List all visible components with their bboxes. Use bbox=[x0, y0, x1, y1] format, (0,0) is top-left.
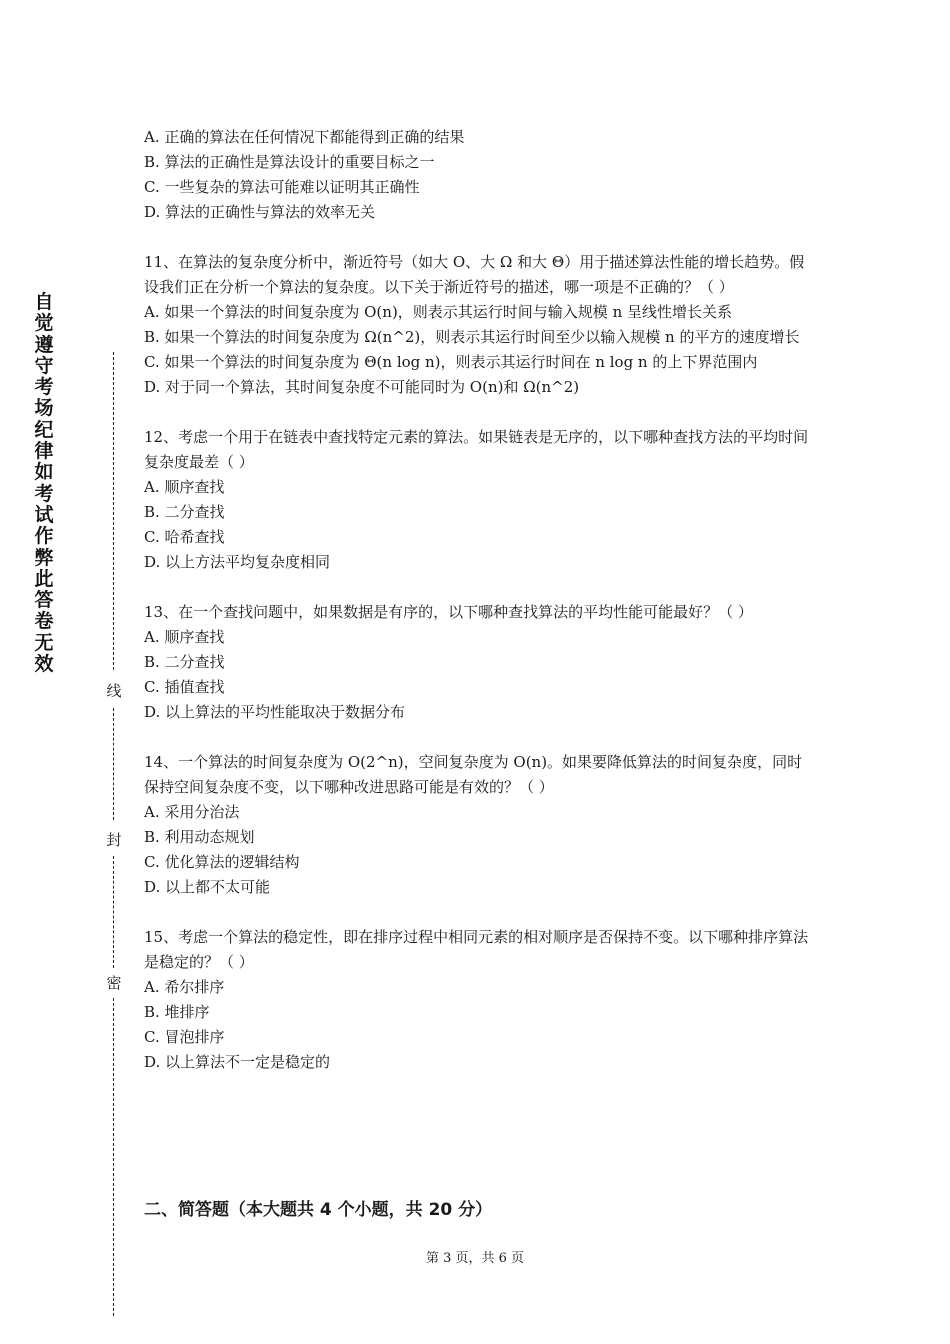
question-12 bbox=[144, 425, 816, 575]
option: D. 以上算法的平均性能取决于数据分布 bbox=[144, 703, 406, 721]
question-stem: 11、在算法的复杂度分析中，渐近符号（如大 O、大 Ω 和大 Θ）用于描述算法性能的增长趋势。假设我们正在分析一个算法的复杂度。以下关于渐近符号的描述，哪一项是不正确的？（ ） bbox=[144, 253, 805, 296]
question-stem: 14、一个算法的时间复杂度为 O(2^n)，空间复杂度为 O(n)。如果要降低算法的时间复杂度，同时保持空间复杂度不变，以下哪种改进思路可能是有效的？（ ） bbox=[144, 753, 803, 796]
binding-mark-mi: 密 bbox=[106, 974, 122, 992]
question-stem: 13、在一个查找问题中，如果数据是有序的，以下哪种查找算法的平均性能可能最好？（ ） bbox=[144, 603, 753, 621]
exam-content bbox=[144, 125, 816, 1075]
option: C. 冒泡排序 bbox=[144, 1028, 225, 1046]
option: A. 顺序查找 bbox=[144, 478, 225, 496]
binding-mark-feng: 封 bbox=[106, 831, 122, 849]
option: B. 利用动态规划 bbox=[144, 828, 255, 846]
option: D. 以上方法平均复杂度相同 bbox=[144, 553, 331, 571]
option: C. 一些复杂的算法可能难以证明其正确性 bbox=[144, 178, 420, 196]
question-15 bbox=[144, 925, 816, 1075]
option: B. 算法的正确性是算法设计的重要目标之一 bbox=[144, 153, 435, 171]
binding-dashed-line bbox=[113, 998, 114, 1316]
question-stem: 15、考虑一个算法的稳定性，即在排序过程中相同元素的相对顺序是否保持不变。以下哪种排序算法是稳定的？（ ） bbox=[144, 928, 809, 971]
binding-dashed-line bbox=[113, 856, 114, 968]
option: A. 正确的算法在任何情况下都能得到正确的结果 bbox=[144, 128, 465, 146]
exam-discipline-notice: 自觉遵守考场纪律如考试作弊此答卷无效 bbox=[34, 291, 54, 676]
option: D. 以上都不太可能 bbox=[144, 878, 271, 896]
option: A. 如果一个算法的时间复杂度为 O(n)，则表示其运行时间与输入规模 n 呈线性增长关系 bbox=[144, 303, 732, 321]
section-heading: 二、简答题（本大题共 4 个小题，共 20 分） bbox=[144, 1200, 493, 1220]
option: B. 二分查找 bbox=[144, 503, 225, 521]
option: C. 哈希查找 bbox=[144, 528, 225, 546]
page-footer: 第 3 页，共 6 页 bbox=[425, 1251, 525, 1266]
option: C. 如果一个算法的时间复杂度为 Θ(n log n)，则表示其运行时间在 n log n 的上下界范围内 bbox=[144, 353, 758, 371]
binding-dashed-line bbox=[113, 708, 114, 820]
option: B. 二分查找 bbox=[144, 653, 225, 671]
binding-mark-xian: 线 bbox=[106, 682, 122, 700]
question-11 bbox=[144, 250, 816, 400]
option: A. 顺序查找 bbox=[144, 628, 225, 646]
option: B. 如果一个算法的时间复杂度为 Ω(n^2)，则表示其运行时间至少以输入规模 n 的平方的速度增长 bbox=[144, 328, 800, 346]
question-stem: 12、考虑一个用于在链表中查找特定元素的算法。如果链表是无序的，以下哪种查找方法的平均时间复杂度最差（ ） bbox=[144, 428, 809, 471]
question-13 bbox=[144, 600, 816, 725]
option: B. 堆排序 bbox=[144, 1003, 210, 1021]
option: A. 采用分治法 bbox=[144, 803, 240, 821]
binding-dashed-line bbox=[113, 352, 114, 670]
option: D. 算法的正确性与算法的效率无关 bbox=[144, 203, 376, 221]
option: D. 以上算法不一定是稳定的 bbox=[144, 1053, 331, 1071]
prev-question-options bbox=[144, 125, 816, 225]
option: C. 优化算法的逻辑结构 bbox=[144, 853, 300, 871]
option: A. 希尔排序 bbox=[144, 978, 225, 996]
option: D. 对于同一个算法，其时间复杂度不可能同时为 O(n)和 Ω(n^2) bbox=[144, 378, 580, 396]
question-14 bbox=[144, 750, 816, 900]
option: C. 插值查找 bbox=[144, 678, 225, 696]
